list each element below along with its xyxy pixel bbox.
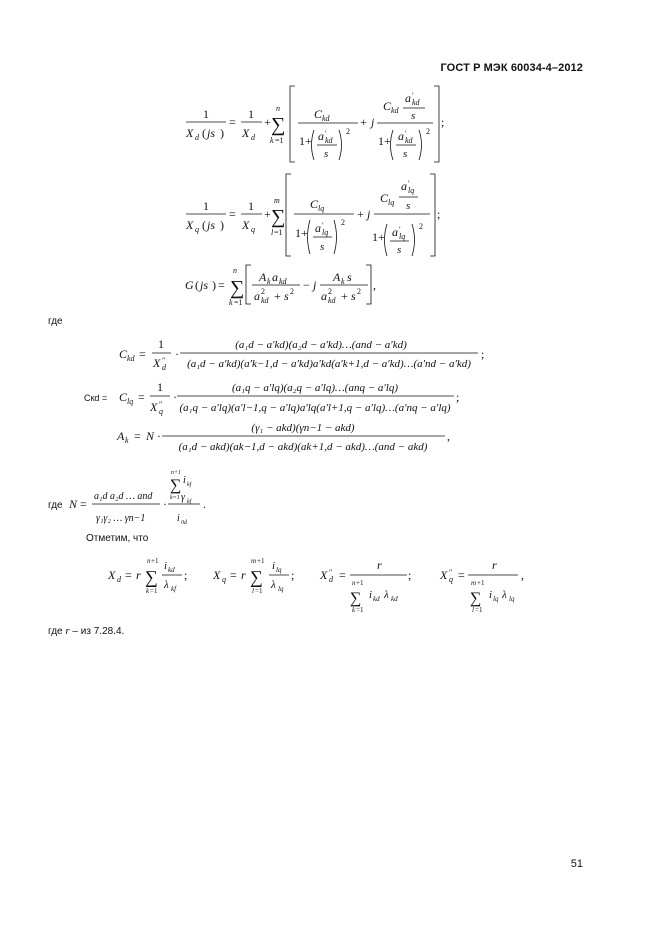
svg-text:+1: +1 <box>257 557 265 565</box>
equation-n <box>68 470 206 526</box>
svg-text:s: s <box>411 110 416 122</box>
svg-text:q: q <box>159 407 163 416</box>
svg-text:m: m <box>274 196 280 205</box>
svg-text:kf: kf <box>171 585 177 593</box>
svg-text:;: ; <box>481 347 485 361</box>
equation-xd-xq-list <box>107 557 524 614</box>
svg-text:′: ′ <box>322 221 324 230</box>
svg-text:−: − <box>303 278 310 292</box>
svg-text:X: X <box>213 568 221 582</box>
svg-text:A: A <box>333 270 341 284</box>
svg-text:γ₁γ₂ … γn−1: γ₁γ₂ … γn−1 <box>96 513 146 524</box>
svg-text:=: = <box>134 429 141 443</box>
svg-text:+: + <box>264 115 271 129</box>
svg-text:2: 2 <box>346 127 350 136</box>
svg-text:i: i <box>164 560 168 572</box>
svg-text:(a₁d − a′kd)(a₂d − a′kd)…(and: (a₁d − a′kd)(a₂d − a′kd)…(and − a′kd) <box>235 339 407 351</box>
svg-text:γ: γ <box>181 492 185 503</box>
svg-text:C: C <box>310 197 319 211</box>
svg-text:s: s <box>284 289 289 303</box>
svg-text:1+: 1+ <box>295 226 308 240</box>
svg-text:r: r <box>136 568 141 582</box>
svg-text:+: + <box>360 115 367 129</box>
svg-text:∑: ∑ <box>350 590 362 607</box>
svg-text:s: s <box>320 241 325 253</box>
svg-text:i: i <box>177 513 180 524</box>
svg-text:m: m <box>471 579 477 587</box>
svg-text:kd: kd <box>328 296 336 305</box>
svg-text:=: = <box>229 115 236 129</box>
svg-text:′: ′ <box>399 225 401 234</box>
document-header: ГОСТ Р МЭК 60034-4–2012 <box>440 62 583 74</box>
svg-text:X: X <box>440 568 448 582</box>
svg-text:d: d <box>329 575 333 584</box>
svg-text:C: C <box>383 99 392 113</box>
equation-xd <box>185 86 444 162</box>
svg-text:∑: ∑ <box>170 477 182 494</box>
svg-text:∑: ∑ <box>470 590 482 607</box>
svg-text:(a₁q − a′lq)(a₂q − a′lq)…(anq: (a₁q − a′lq)(a₂q − a′lq)…(anq − a′lq) <box>231 382 399 394</box>
svg-text:a: a <box>405 91 411 105</box>
svg-text:=: = <box>139 347 146 361</box>
svg-text:a: a <box>398 129 404 143</box>
svg-text:n: n <box>352 579 356 587</box>
svg-text:A: A <box>117 429 125 443</box>
svg-text:C: C <box>119 390 128 404</box>
svg-text:a₁d a₂d … and: a₁d a₂d … and <box>94 491 153 502</box>
svg-text:+1: +1 <box>356 579 364 587</box>
svg-text:l: l <box>271 228 274 237</box>
where-r-prefix: где <box>48 626 66 637</box>
svg-text:i: i <box>183 475 186 486</box>
svg-text:lq: lq <box>493 595 499 603</box>
svg-text:kd: kd <box>322 114 330 123</box>
svg-text:·: · <box>157 429 161 443</box>
svg-text:∑: ∑ <box>271 114 286 136</box>
svg-text:X: X <box>186 126 194 140</box>
svg-text:′: ′ <box>405 129 407 138</box>
svg-text:kd: kd <box>325 136 333 145</box>
svg-text:lq: lq <box>408 186 415 195</box>
svg-text:;: ; <box>441 115 445 129</box>
svg-text:a: a <box>321 289 327 303</box>
svg-text:X: X <box>320 568 328 582</box>
svg-text:·: · <box>173 390 177 404</box>
svg-text:(: ( <box>202 218 206 232</box>
svg-text:s: s <box>324 148 329 160</box>
svg-text:lq: lq <box>127 397 134 406</box>
svg-text:n+1: n+1 <box>171 470 182 476</box>
svg-text:;: ; <box>184 568 188 582</box>
svg-text:k: k <box>229 298 233 307</box>
svg-text:a: a <box>401 179 407 193</box>
svg-text:(: ( <box>202 126 206 140</box>
svg-text:n: n <box>233 266 237 275</box>
svg-text:∑: ∑ <box>271 206 286 228</box>
svg-text:kd: kd <box>391 106 399 115</box>
svg-text:,: , <box>447 429 450 443</box>
svg-text:′: ′ <box>325 129 327 138</box>
svg-text:d: d <box>162 363 166 372</box>
svg-text:″: ″ <box>329 568 333 577</box>
svg-text:∑: ∑ <box>250 567 263 587</box>
svg-text:kd: kd <box>405 136 413 145</box>
svg-text:+: + <box>274 289 281 303</box>
svg-text:(: ( <box>195 278 199 292</box>
svg-text:(a₁d − a′kd)(a′k−1,d − a′kd)a′: (a₁d − a′kd)(a′k−1,d − a′kd)a′kd(a′k+1,d − a′kd)…(a′nd − a′kd) <box>187 358 471 370</box>
svg-text:d: d <box>117 575 121 584</box>
svg-text:=1: =1 <box>275 136 284 145</box>
svg-text:=1: =1 <box>475 606 483 614</box>
svg-text:=: = <box>125 568 132 582</box>
svg-text:lq: lq <box>322 228 329 237</box>
svg-text:kd: kd <box>412 98 420 107</box>
svg-text:C: C <box>119 347 128 361</box>
svg-text:r: r <box>241 568 246 582</box>
svg-text:q: q <box>449 575 453 584</box>
svg-text:): ) <box>212 278 216 292</box>
svg-text:kd: kd <box>279 277 287 286</box>
svg-text:2: 2 <box>341 218 345 227</box>
svg-text:″: ″ <box>159 400 163 409</box>
svg-text:kd: kd <box>373 595 380 603</box>
svg-text:2: 2 <box>328 287 332 296</box>
svg-text:λ: λ <box>271 579 276 591</box>
svg-text:q: q <box>251 225 255 234</box>
svg-text:js: js <box>207 126 216 140</box>
ckd-label: Cкd = <box>84 393 108 403</box>
note-intro: Отметим, что <box>86 533 149 544</box>
svg-text:;: ; <box>437 207 441 221</box>
svg-text:2: 2 <box>419 222 423 231</box>
equation-ak <box>116 422 450 453</box>
equation-xq <box>185 174 440 256</box>
svg-text:k: k <box>125 436 129 445</box>
svg-text:lq: lq <box>278 585 284 593</box>
svg-text:j: j <box>367 207 371 221</box>
svg-text:1: 1 <box>203 199 209 213</box>
svg-text:1+: 1+ <box>378 134 391 148</box>
svg-text:q: q <box>195 225 199 234</box>
svg-text:1: 1 <box>248 199 254 213</box>
svg-text:1+: 1+ <box>299 134 312 148</box>
svg-text:j: j <box>313 278 317 292</box>
svg-text:lq: lq <box>388 198 395 207</box>
svg-text:s: s <box>406 200 411 212</box>
svg-text:X: X <box>186 218 194 232</box>
svg-text:s: s <box>347 270 352 284</box>
svg-text:=: = <box>80 497 87 511</box>
svg-text:s: s <box>397 244 402 256</box>
svg-text:=1: =1 <box>356 606 364 614</box>
svg-text:+: + <box>357 207 364 221</box>
svg-text:X: X <box>242 218 250 232</box>
svg-text:X: X <box>242 126 250 140</box>
svg-text:0d: 0d <box>181 520 187 526</box>
svg-text:=1: =1 <box>255 587 263 595</box>
svg-text:C: C <box>314 107 323 121</box>
svg-text:k: k <box>267 277 271 286</box>
svg-text:k: k <box>341 277 345 286</box>
svg-text:a: a <box>315 221 321 235</box>
svg-text:1+: 1+ <box>372 230 385 244</box>
svg-text:i: i <box>369 589 373 601</box>
svg-text:=: = <box>218 278 225 292</box>
svg-text:=1: =1 <box>234 298 243 307</box>
svg-text:lq: lq <box>276 566 282 574</box>
svg-text:″: ″ <box>449 568 453 577</box>
svg-text:k: k <box>270 136 274 145</box>
svg-text:lq: lq <box>509 595 515 603</box>
svg-text:js: js <box>207 218 216 232</box>
svg-text:2: 2 <box>426 127 430 136</box>
svg-text:=1: =1 <box>274 228 283 237</box>
svg-text:i: i <box>489 589 493 601</box>
svg-text:(a₁d − akd)(ak−1,d − akd)(ak+1: (a₁d − akd)(ak−1,d − akd)(ak+1,d − akd)…(and − akd) <box>178 441 428 453</box>
svg-text:s: s <box>403 148 408 160</box>
svg-text:=: = <box>339 568 346 582</box>
svg-text:X: X <box>150 400 158 414</box>
svg-text:i: i <box>272 560 276 572</box>
svg-text:=: = <box>230 568 237 582</box>
svg-text:·: · <box>163 497 167 511</box>
svg-text:X: X <box>153 356 161 370</box>
where-label-2: где <box>48 500 63 511</box>
svg-text:+: + <box>264 207 271 221</box>
svg-text:G: G <box>185 278 194 292</box>
svg-text:C: C <box>380 191 389 205</box>
svg-text:l: l <box>252 587 254 595</box>
svg-text:,: , <box>373 278 376 292</box>
svg-text:a: a <box>318 129 324 143</box>
svg-text:″: ″ <box>162 356 166 365</box>
where-label-1: где <box>48 316 63 327</box>
svg-text:=: = <box>458 568 465 582</box>
svg-text:λ: λ <box>502 589 507 601</box>
svg-text:kd: kd <box>127 354 135 363</box>
svg-text:;: ; <box>408 568 412 582</box>
svg-text:n: n <box>147 557 151 565</box>
equation-g <box>185 265 376 307</box>
svg-text:kd: kd <box>261 296 269 305</box>
svg-text:.: . <box>203 497 206 511</box>
svg-text:r: r <box>492 558 497 572</box>
svg-text:1: 1 <box>158 337 164 351</box>
svg-text:lq: lq <box>399 232 406 241</box>
svg-text:a: a <box>254 289 260 303</box>
svg-text:′: ′ <box>412 91 414 100</box>
svg-text:+: + <box>341 289 348 303</box>
svg-text:(γ₁ − akd)(γn−1 − akd): (γ₁ − akd)(γn−1 − akd) <box>251 422 355 434</box>
where-r-variable: r <box>65 625 70 637</box>
svg-text:k=1: k=1 <box>170 495 180 501</box>
svg-text:=: = <box>138 390 145 404</box>
svg-text:kd: kd <box>168 566 175 574</box>
svg-text:lq: lq <box>318 204 325 213</box>
svg-text:q: q <box>222 575 226 584</box>
svg-text:2: 2 <box>261 287 265 296</box>
equation-ckd <box>119 337 484 372</box>
svg-text:n: n <box>276 104 280 113</box>
svg-text:+1: +1 <box>477 579 485 587</box>
svg-text:js: js <box>200 278 209 292</box>
svg-text:r: r <box>377 558 382 572</box>
svg-text:j: j <box>371 115 375 129</box>
svg-text:′: ′ <box>408 179 410 188</box>
svg-text:,: , <box>521 568 524 582</box>
svg-text:N: N <box>146 429 155 443</box>
svg-text:k: k <box>146 587 150 595</box>
svg-text:1: 1 <box>203 107 209 121</box>
svg-text:A: A <box>259 270 267 284</box>
svg-text:λ: λ <box>164 579 169 591</box>
svg-text:1: 1 <box>248 107 254 121</box>
svg-text:kf: kf <box>187 482 192 488</box>
svg-text:=: = <box>229 207 236 221</box>
svg-text:): ) <box>220 218 224 232</box>
where-r-note <box>48 625 124 637</box>
equation-clq <box>119 380 459 416</box>
svg-text:k: k <box>352 606 356 614</box>
svg-text:l: l <box>472 606 474 614</box>
svg-text:=1: =1 <box>150 587 158 595</box>
svg-text:kd: kd <box>391 595 398 603</box>
svg-text:): ) <box>220 126 224 140</box>
svg-text:m: m <box>251 557 257 565</box>
svg-text:;: ; <box>456 390 460 404</box>
svg-text:N: N <box>69 497 78 511</box>
svg-text:∑: ∑ <box>145 567 158 587</box>
svg-text:+1: +1 <box>151 557 159 565</box>
svg-text:a: a <box>272 270 278 284</box>
page-number: 51 <box>570 858 583 870</box>
svg-text:s: s <box>351 289 356 303</box>
svg-text:d: d <box>251 133 255 142</box>
svg-text:d: d <box>195 133 199 142</box>
svg-text:X: X <box>108 568 116 582</box>
svg-text:a: a <box>392 225 398 239</box>
svg-text:∑: ∑ <box>230 277 245 299</box>
svg-text:2: 2 <box>290 287 294 296</box>
svg-text:(a₁q − a′lq)(a′l−1,q − a′lq)a′: (a₁q − a′lq)(a′l−1,q − a′lq)a′lq(a′l+1,q − a′lq)…(a′nq − a′lq) <box>179 402 451 414</box>
svg-text:1: 1 <box>157 380 163 394</box>
svg-text:kf: kf <box>187 499 192 505</box>
where-r-suffix: – из 7.28.4. <box>69 626 125 637</box>
svg-text:λ: λ <box>384 589 389 601</box>
svg-text:;: ; <box>291 568 295 582</box>
svg-text:2: 2 <box>357 287 361 296</box>
svg-text:·: · <box>175 347 179 361</box>
